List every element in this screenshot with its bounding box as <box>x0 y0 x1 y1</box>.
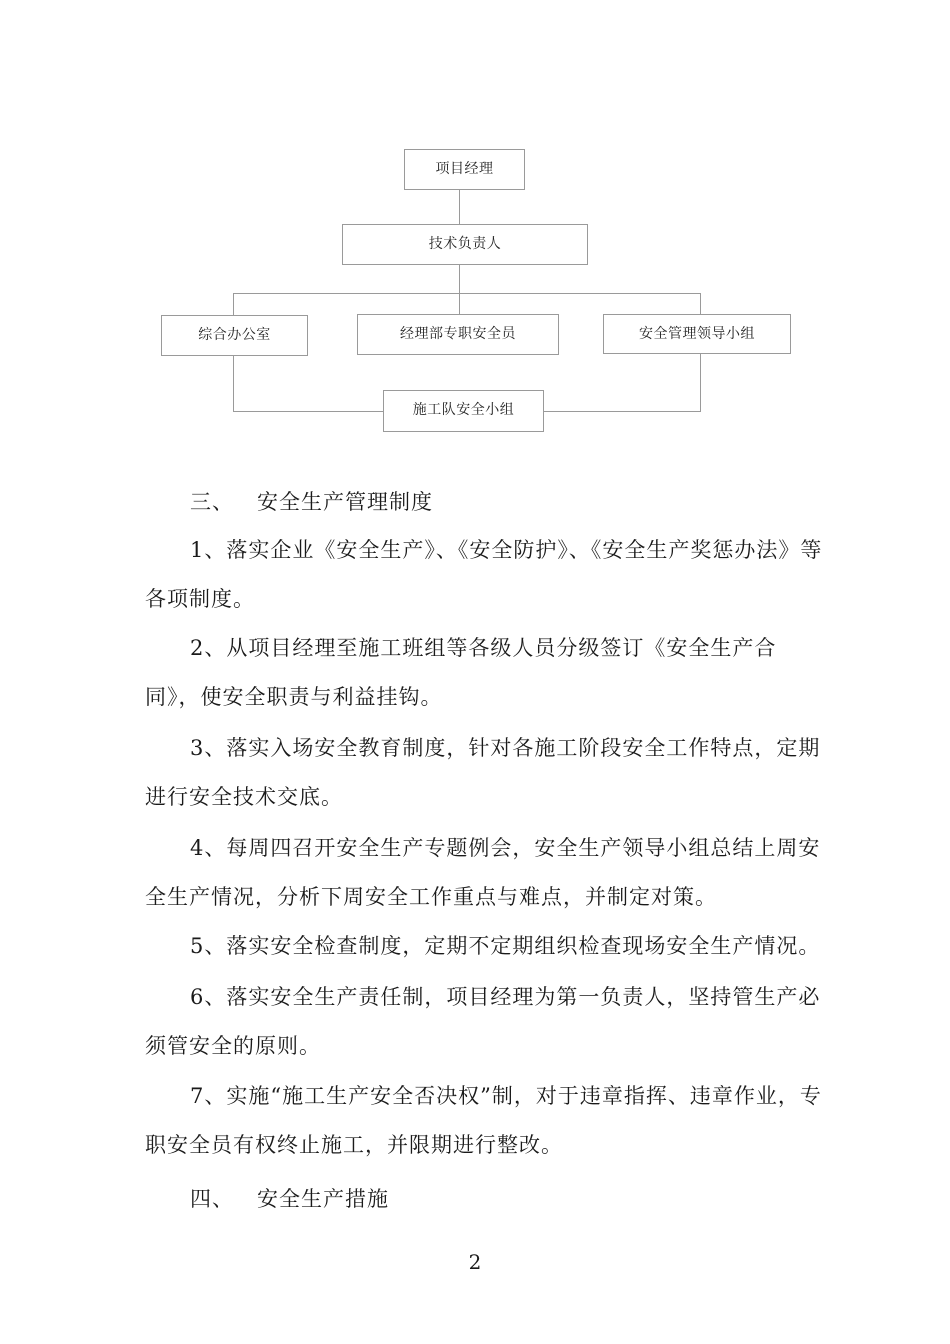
connector-horizontal <box>233 293 701 294</box>
box-general-office: 综合办公室 <box>161 315 308 356</box>
box-project-manager: 项目经理 <box>404 149 525 190</box>
section-3-title: 安全生产管理制度 <box>257 490 433 514</box>
box-safety-group: 安全管理领导小组 <box>603 314 791 354</box>
item-1: 1、落实企业《安全生产》、《安全防护》、《安全生产奖惩办法》等各项制度。 <box>145 538 823 611</box>
connector-top <box>459 190 460 224</box>
section-4-number: 四、 <box>190 1187 234 1211</box>
item-3: 3、落实入场安全教育制度，针对各施工阶段安全工作特点，定期进行安全技术交底。 <box>145 736 821 809</box>
section-3-heading <box>190 486 433 516</box>
item-5: 5、落实安全检查制度，定期不定期组织检查现场安全生产情况。 <box>190 934 821 958</box>
item-7: 7、实施“施工生产安全否决权”制，对于违章指挥、违章作业，专职安全员有权终止施工，并限期进行整改。 <box>145 1084 822 1157</box>
section-3-number: 三、 <box>190 490 234 514</box>
section-4-title: 安全生产措施 <box>257 1187 389 1211</box>
connector-right-bottom <box>543 411 701 412</box>
box-technical-lead: 技术负责人 <box>342 224 588 265</box>
page-number: 2 <box>468 1250 482 1274</box>
connector-left-down <box>233 293 234 315</box>
section-4-heading <box>190 1183 389 1213</box>
box-construction-team: 施工队安全小组 <box>383 390 544 432</box>
connector-left-bottom <box>233 411 384 412</box>
org-chart <box>0 0 950 460</box>
item-4: 4、每周四召开安全生产专题例会，安全生产领导小组总结上周安全生产情况，分析下周安全工作重点与难点，并制定对策。 <box>145 836 821 909</box>
connector-right-down <box>700 293 701 314</box>
connector-left-lower <box>233 356 234 412</box>
item-2: 2、从项目经理至施工班组等各级人员分级签订《安全生产合同》，使安全职责与利益挂钩。 <box>145 636 777 709</box>
box-safety-officer: 经理部专职安全员 <box>357 314 559 355</box>
item-6: 6、落实安全生产责任制，项目经理为第一负责人，坚持管生产必须管安全的原则。 <box>145 985 821 1058</box>
connector-right-lower <box>700 354 701 412</box>
connector-second-down <box>459 265 460 314</box>
